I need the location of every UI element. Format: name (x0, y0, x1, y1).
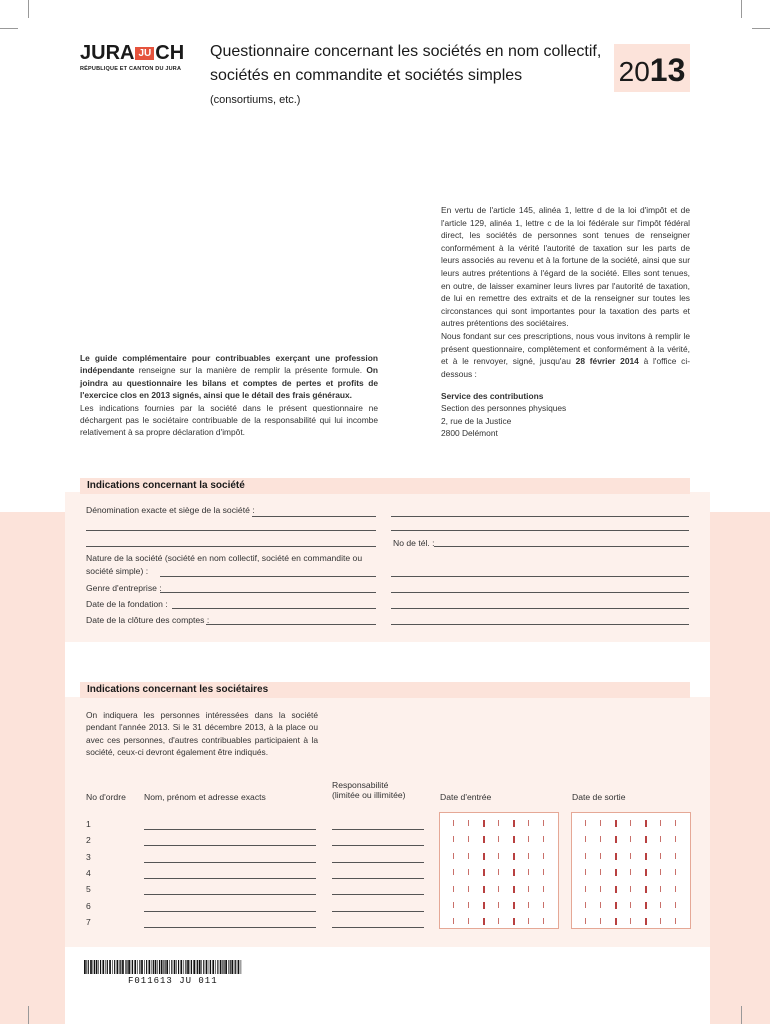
date-tick (543, 853, 544, 859)
date-tick (513, 853, 515, 860)
date-tick (585, 869, 586, 875)
date-tick (660, 918, 661, 924)
barcode-bar (238, 960, 240, 974)
barcode-bar (212, 960, 214, 974)
barcode-bar (196, 960, 197, 974)
genre-field[interactable] (160, 592, 376, 593)
date-tick (615, 902, 617, 909)
partner-responsibility-field[interactable] (332, 878, 424, 879)
barcode-bar (209, 960, 210, 974)
partner-name-field[interactable] (144, 894, 316, 895)
denomination-field-5[interactable] (86, 546, 376, 547)
date-tick (483, 886, 485, 893)
denomination-field[interactable] (252, 516, 376, 517)
date-tick (675, 836, 676, 842)
date-tick (645, 836, 647, 843)
barcode-bar (178, 960, 179, 974)
barcode-bar (112, 960, 113, 974)
date-tick (600, 836, 601, 842)
row-number: 5 (86, 884, 91, 895)
barcode-bar (122, 960, 124, 974)
partner-name-field[interactable] (144, 927, 316, 928)
barcode-bar (141, 960, 143, 974)
crop-mark (28, 1006, 29, 1024)
date-tick (585, 886, 586, 892)
date-tick (483, 869, 485, 876)
nature-field-2[interactable] (391, 576, 689, 577)
fondation-field-2[interactable] (391, 608, 689, 609)
date-tick (645, 886, 647, 893)
barcode-bar (90, 960, 92, 974)
date-tick (468, 869, 469, 875)
partner-name-field[interactable] (144, 829, 316, 830)
date-tick (660, 836, 661, 842)
barcode-bar (220, 960, 222, 974)
barcode-bar (109, 960, 111, 974)
barcode-bar (193, 960, 195, 974)
barcode-bar (231, 960, 233, 974)
barcode-bar (225, 960, 227, 974)
barcode-bar (114, 960, 115, 974)
genre-field-2[interactable] (391, 592, 689, 593)
barcode-bar (163, 960, 164, 974)
barcode-bar (159, 960, 160, 974)
nature-field[interactable] (160, 576, 376, 577)
page-subtitle: (consortiums, etc.) (210, 94, 301, 106)
barcode-bar (234, 960, 235, 974)
barcode-bar (86, 960, 87, 974)
date-tick (645, 918, 647, 925)
partner-responsibility-field[interactable] (332, 911, 424, 912)
date-tick (498, 836, 499, 842)
date-tick (630, 886, 631, 892)
date-tick (630, 853, 631, 859)
date-tick (543, 918, 544, 924)
date-tick (615, 918, 617, 925)
barcode-bar (206, 960, 208, 974)
barcode-bar (137, 960, 138, 974)
logo-subtitle: RÉPUBLIQUE ET CANTON DU JURA (80, 66, 182, 72)
section-company-title: Indications concernant la société (80, 478, 690, 494)
barcode-bar (107, 960, 108, 974)
date-tick (675, 820, 676, 826)
crop-mark (28, 0, 29, 18)
denomination-field-2[interactable] (391, 516, 689, 517)
barcode-bar (102, 960, 104, 974)
barcode-bar (125, 960, 126, 974)
date-tick (483, 820, 485, 827)
barcode-bar (241, 960, 242, 974)
date-tick (513, 869, 515, 876)
side-band-right (710, 512, 770, 1024)
date-tick (498, 820, 499, 826)
date-tick (483, 836, 485, 843)
nature-label: Nature de la société (société en nom collectif, société en commandite ou société simple) : (86, 553, 363, 576)
denomination-field-3[interactable] (86, 530, 376, 531)
date-tick (468, 918, 469, 924)
date-tick (468, 886, 469, 892)
date-tick (513, 918, 515, 925)
barcode-bar (187, 960, 189, 974)
col-sortie-header: Date de sortie (572, 792, 626, 802)
date-tick (630, 820, 631, 826)
date-tick (675, 902, 676, 908)
date-tick (585, 836, 586, 842)
barcode-bar (165, 960, 166, 974)
barcode-bar (215, 960, 216, 974)
date-tick (528, 869, 529, 875)
barcode-bar (155, 960, 157, 974)
barcode-bar (174, 960, 176, 974)
barcode-bar (157, 960, 158, 974)
date-tick (645, 820, 647, 827)
denomination-field-4[interactable] (391, 530, 689, 531)
col-ordre-header: No d'ordre (86, 792, 126, 802)
denomination-label: Dénomination exacte et siège de la société : (86, 505, 255, 515)
date-tick (585, 820, 586, 826)
date-tick (675, 853, 676, 859)
row-number: 7 (86, 916, 91, 927)
date-tick (498, 853, 499, 859)
date-tick (660, 853, 661, 859)
row-number: 4 (86, 867, 91, 878)
date-tick (615, 853, 617, 860)
col-resp-header: Responsabilité (limitée ou illimitée) (332, 780, 406, 800)
date-tick (528, 836, 529, 842)
barcode-bar (128, 960, 130, 974)
date-tick (498, 902, 499, 908)
date-tick (630, 918, 631, 924)
date-tick (600, 820, 601, 826)
fondation-label: Date de la fondation : (86, 599, 168, 609)
crop-mark (741, 0, 742, 18)
barcode (84, 960, 244, 974)
barcode-bar (190, 960, 191, 974)
date-tick (483, 853, 485, 860)
barcode-bar (84, 960, 86, 974)
date-tick (513, 820, 515, 827)
barcode-bar (153, 960, 154, 974)
crop-mark (752, 28, 770, 29)
date-tick (498, 886, 499, 892)
page-title: Questionnaire concernant les sociétés en nom collectif, sociétés en commandite et sociétés simples (210, 43, 602, 84)
barcode-bar (201, 960, 202, 974)
date-tick (483, 918, 485, 925)
partner-responsibility-field[interactable] (332, 927, 424, 928)
date-tick (660, 820, 661, 826)
date-tick (615, 886, 617, 893)
date-tick (543, 820, 544, 826)
tel-field[interactable] (434, 546, 689, 547)
barcode-bar (105, 960, 106, 974)
side-band-left (0, 512, 65, 1024)
date-tick (600, 853, 601, 859)
barcode-bar (166, 960, 168, 974)
barcode-bar (180, 960, 182, 974)
barcode-text: F011613 JU 011 (128, 976, 218, 986)
canton-logo: JURA JU CH RÉPUBLIQUE ET CANTON DU JURA (80, 42, 185, 72)
partners-intro: On indiquera les personnes intéressées dans la société pendant l'année 2013. Si le 31 décembre 2013, à la place ou avec ces personnes, d'autres contribuables participaient à la société, ceux-ci devront également être indiqués. (86, 710, 318, 758)
date-tick (453, 918, 454, 924)
barcode-bar (235, 960, 236, 974)
barcode-bar (132, 960, 133, 974)
row-number: 6 (86, 900, 91, 911)
date-tick (513, 902, 515, 909)
tel-label: No de tél. : (393, 538, 435, 548)
barcode-bar (96, 960, 98, 974)
barcode-bar (134, 960, 136, 974)
date-tick (498, 918, 499, 924)
date-tick (528, 853, 529, 859)
fondation-field[interactable] (172, 608, 376, 609)
barcode-bar (144, 960, 145, 974)
date-entree-grid (439, 812, 559, 929)
barcode-bar (146, 960, 147, 974)
barcode-bar (217, 960, 218, 974)
date-tick (513, 886, 515, 893)
date-tick (600, 886, 601, 892)
row-number: 3 (86, 851, 91, 862)
date-tick (645, 869, 647, 876)
date-tick (645, 902, 647, 909)
date-tick (528, 820, 529, 826)
barcode-bar (149, 960, 151, 974)
crop-mark (741, 1006, 742, 1024)
row-number: 1 (86, 819, 91, 829)
barcode-bar (222, 960, 223, 974)
date-tick (498, 869, 499, 875)
cloture-field[interactable] (206, 624, 376, 625)
barcode-bar (117, 960, 119, 974)
date-tick (453, 902, 454, 908)
col-entree-header: Date d'entrée (440, 792, 492, 802)
date-tick (630, 902, 631, 908)
date-tick (468, 902, 469, 908)
partner-name-field[interactable] (144, 878, 316, 879)
barcode-bar (228, 960, 229, 974)
barcode-bar (230, 960, 231, 974)
date-tick (468, 836, 469, 842)
partner-responsibility-field[interactable] (332, 845, 424, 846)
date-tick (585, 918, 586, 924)
partner-responsibility-field[interactable] (332, 894, 424, 895)
barcode-bar (210, 960, 211, 974)
col-nom-header: Nom, prénom et adresse exacts (144, 792, 266, 802)
barcode-bar (183, 960, 184, 974)
date-tick (630, 869, 631, 875)
barcode-bar (88, 960, 89, 974)
barcode-bar (203, 960, 204, 974)
date-tick (543, 902, 544, 908)
date-tick (660, 902, 661, 908)
section-partners-title: Indications concernant les sociétaires (80, 682, 690, 698)
date-tick (528, 902, 529, 908)
date-tick (675, 918, 676, 924)
date-tick (453, 869, 454, 875)
genre-label: Genre d'entreprise : (86, 583, 162, 593)
partner-responsibility-field[interactable] (332, 829, 424, 830)
barcode-bar (119, 960, 120, 974)
date-tick (615, 836, 617, 843)
crop-mark (0, 28, 18, 29)
date-tick (600, 869, 601, 875)
partner-name-field[interactable] (144, 845, 316, 846)
year-badge: 2013 (614, 44, 690, 92)
date-tick (453, 886, 454, 892)
barcode-bar (223, 960, 224, 974)
date-sortie-grid (571, 812, 691, 929)
date-tick (528, 886, 529, 892)
date-tick (543, 869, 544, 875)
barcode-bar (152, 960, 153, 974)
date-tick (675, 886, 676, 892)
date-tick (630, 836, 631, 842)
date-tick (660, 869, 661, 875)
partner-name-field[interactable] (144, 911, 316, 912)
barcode-bar (161, 960, 163, 974)
barcode-bar (98, 960, 99, 974)
barcode-bar (120, 960, 121, 974)
date-tick (600, 918, 601, 924)
legal-notice: En vertu de l'article 145, alinéa 1, lettre d de la loi d'impôt et de l'article 129, alinéa 1, lettre c de la loi fédérale sur l'impôt fédéral direct, les sociétés de personnes sont tenues de renseigner conformément à la vérité l'autorité de taxation sur les parts de leurs associés au revenu et à la fortune de la société, ainsi que sur leurs autres prétentions à l'égard de la société. Elles sont tenues, en outre, de laisser examiner leurs livres par l'autorité de taxation, de lui en remettre des extraits et de la renseigner sur toutes les circonstances qui sont importantes pour la taxation des parts et autres prétentions des sociétaires. Nous fondant sur ces prescriptions, nous vous invitons à remplir le présent questionnaire, complètement et conformément à la vérité, et à le renvoyer, signé, jusqu'au 28 février 2014 à l'office ci-dessous : (441, 205, 690, 379)
date-tick (468, 853, 469, 859)
barcode-bar (199, 960, 201, 974)
barcode-bar (185, 960, 186, 974)
barcode-bar (131, 960, 132, 974)
date-tick (585, 853, 586, 859)
barcode-bar (139, 960, 140, 974)
date-tick (585, 902, 586, 908)
barcode-bar (197, 960, 198, 974)
barcode-bar (176, 960, 177, 974)
barcode-bar (126, 960, 127, 974)
date-tick (615, 869, 617, 876)
date-tick (615, 820, 617, 827)
guide-notice: Le guide complémentaire pour contribuables exerçant une profession indépendante renseigne sur la manière de remplir la présente formule. On joindra au questionnaire les bilans et comptes de pertes et profits de l'exercice clos en 2013 signés, ainsi que le détail des frais généraux. Les indications fournies par la société dans le présent questionnaire ne déchargent pas le sociétaire contribuable de la responsabilité qui lui incombe relativement à sa propre déclaration d'impôt. (80, 353, 378, 438)
barcode-bar (171, 960, 172, 974)
cloture-field-2[interactable] (391, 624, 689, 625)
date-tick (453, 853, 454, 859)
barcode-bar (191, 960, 192, 974)
date-tick (600, 902, 601, 908)
barcode-bar (100, 960, 101, 974)
barcode-bar (94, 960, 95, 974)
date-tick (543, 886, 544, 892)
date-tick (528, 918, 529, 924)
partner-name-field[interactable] (144, 862, 316, 863)
office-address: Service des contributions Section des personnes physiques 2, rue de la Justice 2800 Delémont (441, 391, 567, 439)
barcode-bar (169, 960, 170, 974)
barcode-bar (93, 960, 94, 974)
date-tick (468, 820, 469, 826)
date-tick (453, 836, 454, 842)
date-tick (543, 836, 544, 842)
cloture-label: Date de la clôture des comptes : (86, 615, 210, 625)
date-tick (675, 869, 676, 875)
date-tick (645, 853, 647, 860)
row-number: 2 (86, 835, 91, 846)
date-tick (483, 902, 485, 909)
date-tick (453, 820, 454, 826)
partner-responsibility-field[interactable] (332, 862, 424, 863)
date-tick (660, 886, 661, 892)
date-tick (513, 836, 515, 843)
